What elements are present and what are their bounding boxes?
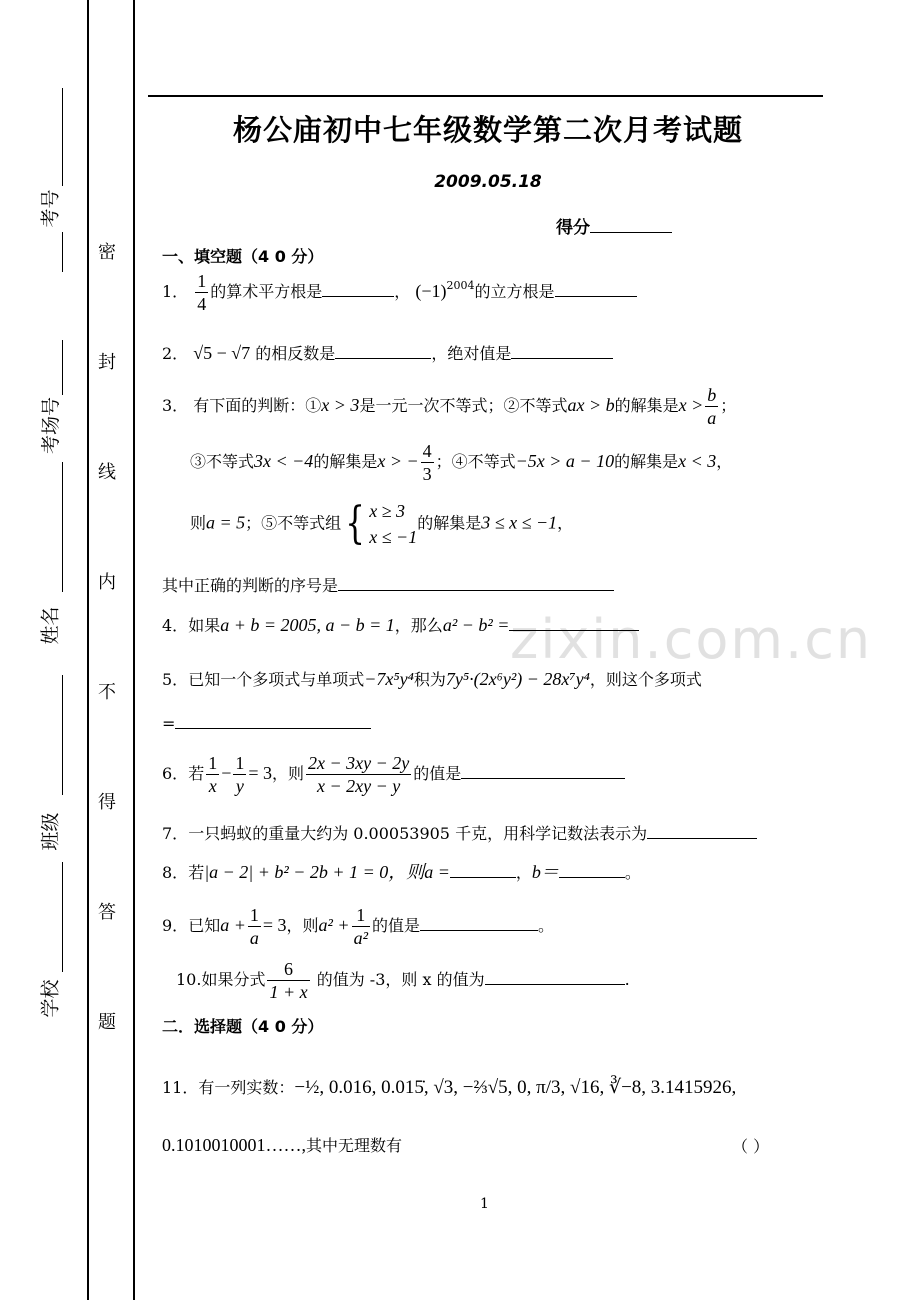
q11-number: 11．: [162, 1078, 199, 1097]
q3-brace: {: [345, 498, 365, 549]
q1-text-1: 的算术平方根是: [210, 282, 323, 301]
name-line: [62, 675, 63, 795]
q3-l1e: 的解集是: [614, 396, 679, 415]
q3-l1b: x > 3: [321, 395, 360, 415]
question-5: [162, 670, 702, 688]
q5-product: 7y⁵·(2x⁶y²) − 28x⁷y⁴: [445, 669, 590, 689]
q3-l3a: 则: [190, 513, 207, 533]
q9-expression-2: a² +: [318, 915, 350, 935]
question-3-line-4: [162, 574, 614, 594]
q2-text-2: ，绝对值是: [431, 344, 512, 363]
q2-text-1: 的相反数是: [255, 344, 336, 363]
question-10: [176, 958, 630, 1003]
question-2: [162, 342, 613, 362]
q5-text-3: ，则这个多项式: [589, 670, 702, 689]
q11-text-2: 其中无理数有: [306, 1136, 403, 1155]
q5-blank[interactable]: [175, 712, 371, 729]
watermark: zixin.com.cn: [510, 608, 873, 671]
q8-expression: |a − 2| + b² − 2b + 1 = 0，则a =: [204, 862, 450, 882]
question-5-answer: [162, 712, 371, 732]
q3-l2i: ，: [716, 452, 733, 471]
q9-text-4: 。: [538, 916, 555, 935]
question-4: [162, 614, 639, 634]
class-line: [62, 862, 63, 972]
question-8: [162, 861, 641, 881]
q8-b-label: b＝: [531, 862, 559, 882]
seal-char-7: 答: [98, 902, 116, 923]
q1-exponent: 2004: [446, 279, 475, 292]
seal-char-8: 题: [98, 1012, 116, 1033]
q3-l1f: x >: [678, 395, 704, 415]
q3-l2f: −5x > a − 10: [515, 451, 615, 471]
q4-text-1: 如果: [188, 616, 221, 635]
q5-monomial: −7x⁵y⁴: [364, 669, 414, 689]
q7-blank[interactable]: [647, 822, 757, 839]
q10-number: 10.: [176, 970, 202, 989]
q4-number: 4．: [162, 616, 189, 635]
q6-fraction-1y: $\frac{1}{y}$: [235, 753, 245, 796]
label-exam-room: 考场号: [40, 396, 63, 455]
q7-text: 一只蚂蚁的重量大约为 0.00053905 千克，用科学记数法表示为: [188, 824, 648, 843]
q8-text-1: 若: [188, 863, 205, 882]
exam-number-line-2: [62, 232, 63, 272]
q3-l2e: ；④不等式: [435, 452, 516, 471]
seal-char-2: 封: [98, 352, 116, 373]
q5-text-2: 积为: [413, 670, 446, 689]
q1-base: (−1): [415, 281, 447, 301]
q3-l4: 其中正确的判断的序号是: [162, 576, 339, 595]
q4-expression-2: a² − b² =: [442, 615, 510, 635]
q5-number: 5．: [162, 670, 189, 689]
seal-char-4: 内: [98, 572, 116, 593]
q6-text-2: ，则: [272, 764, 305, 783]
q6-fraction-main: $\frac{2x - 3xy - 2y}{x - 2xy - y}$: [308, 753, 410, 796]
q9-text-1: 已知: [188, 916, 221, 935]
q6-text-3: 的值是: [413, 764, 462, 783]
q8-text-2: ，: [515, 863, 532, 882]
q5-text-1: 已知一个多项式与单项式: [188, 670, 365, 689]
q6-equals: = 3: [248, 763, 273, 783]
q2-expression: √5 − √7: [193, 343, 251, 363]
q9-expression-1: a +: [220, 915, 246, 935]
q6-number: 6．: [162, 764, 189, 783]
q9-fraction-2: $\frac{1}{\text{a²}}$: [353, 905, 368, 948]
q3-fraction-1: $\frac{b}{a}$: [707, 385, 717, 428]
q5-equals: =: [162, 714, 176, 733]
exam-number-line: [62, 88, 63, 186]
q9-blank[interactable]: [420, 914, 538, 931]
binding-line-left: [87, 0, 89, 1300]
q4-expression: a + b = 2005, a − b = 1: [220, 615, 395, 635]
q3-l3f: ，: [557, 513, 574, 533]
q11-number-list-2: 0.1010010001……,: [162, 1135, 306, 1155]
q3-l1a: 有下面的判断：①: [193, 396, 322, 415]
q3-l3c: ；⑤不等式组: [245, 513, 342, 533]
question-7: [162, 822, 757, 842]
question-3-line-1: [162, 384, 736, 429]
q2-number: 2．: [162, 344, 189, 363]
q3-l1d: ax > b: [567, 395, 615, 415]
q3-l2h: x < 3: [678, 451, 717, 471]
question-9: [162, 904, 554, 949]
label-exam-number: 考号: [39, 189, 62, 228]
q3-fraction-2: $\frac{4}{3}$: [422, 441, 432, 484]
q6-text-1: 若: [188, 764, 205, 783]
q10-text-3: .: [624, 970, 630, 989]
label-class: 班级: [39, 812, 62, 851]
q2-blank-1[interactable]: [335, 342, 431, 359]
q1-blank-2[interactable]: [555, 280, 637, 297]
q7-number: 7．: [162, 824, 189, 843]
q3-blank[interactable]: [338, 574, 614, 591]
seal-char-6: 得: [98, 792, 116, 813]
question-11-line-1: [162, 1078, 736, 1097]
q8-blank-b[interactable]: [559, 861, 625, 878]
q1-text-2: 的立方根是: [474, 282, 555, 301]
question-3-line-3: [190, 498, 573, 550]
q9-text-2: ，则: [286, 916, 319, 935]
q6-blank[interactable]: [461, 762, 625, 779]
q8-text-4: 。: [624, 863, 641, 882]
q4-blank[interactable]: [509, 614, 639, 631]
section-multiple-choice: 二．选择题（4 0 分）: [162, 1017, 324, 1036]
q3-l2b: 3x < −4: [254, 451, 314, 471]
q3-l1g: ；: [720, 396, 737, 415]
score-blank[interactable]: [590, 216, 672, 233]
page-number: 1: [480, 1196, 489, 1212]
q11-text-1: 有一列实数：: [198, 1078, 295, 1097]
q3-l2c: 的解集是: [313, 452, 378, 471]
seal-char-3: 线: [98, 462, 116, 483]
q9-number: 9．: [162, 916, 189, 935]
header-rule: [148, 95, 823, 97]
q10-text-1: 如果分式: [201, 970, 266, 989]
page-title: 杨公庙初中七年级数学第二次月考试题: [232, 113, 743, 147]
binding-line-right: [133, 0, 135, 1300]
score-field: [556, 213, 672, 238]
q9-equals: = 3: [262, 915, 287, 935]
q9-text-3: 的值是: [371, 916, 420, 935]
q10-text-2: 的值为 -3，则 x 的值为: [316, 970, 485, 989]
q3-system: x ≥ 3 x ≤ −1: [369, 501, 418, 547]
q6-fraction-1x: $\frac{1}{x}$: [208, 753, 218, 796]
q3-l3b: a = 5: [206, 512, 246, 533]
q8-blank-a[interactable]: [450, 861, 516, 878]
q10-blank[interactable]: [485, 968, 625, 985]
label-school: 学校: [39, 979, 62, 1018]
label-name: 姓名: [39, 606, 62, 645]
q10-fraction: $\frac{6}{1 + x}$: [269, 959, 308, 1002]
question-3-line-2: [190, 440, 732, 485]
q3-l3d: 的解集是: [417, 513, 482, 533]
q3-l3e: 3 ≤ x ≤ −1: [481, 512, 558, 533]
score-label: 得分: [556, 218, 590, 238]
q3-l2d: x > −: [377, 451, 419, 471]
q9-fraction-1: $\frac{1}{a}$: [249, 905, 259, 948]
q3-number: 3．: [162, 396, 189, 415]
exam-date: 2009.05.18: [434, 172, 542, 192]
seal-char-5: 不: [98, 682, 116, 703]
seal-char-1: 密: [98, 242, 116, 263]
q11-answer-paren[interactable]: （ ）: [732, 1137, 770, 1156]
question-11-line-2: [162, 1136, 402, 1154]
q3-l1c: 是一元一次不等式；②不等式: [359, 396, 568, 415]
q1-number: 1．: [162, 282, 189, 301]
q3-l2a: ③不等式: [190, 452, 255, 471]
exam-room-line-2: [62, 462, 63, 592]
q1-fraction: $\frac{1}{4}$: [197, 271, 207, 314]
section-fill-in: 一、填空题（4 0 分）: [162, 247, 324, 266]
exam-room-line: [62, 340, 63, 395]
q2-blank-2[interactable]: [511, 342, 613, 359]
q4-text-2: ，那么: [394, 616, 443, 635]
question-6: 6．若 $\frac{1}{x}$ − $\frac{1}{y}$ = 3，则 $\frac{2x - 3xy - 2y}{x - 2xy - y}$ 的值是: [162, 752, 625, 797]
question-1: [162, 270, 637, 315]
q1-blank-1[interactable]: [322, 280, 394, 297]
q11-number-list: −½, 0.016, 0.015̇, √3, −⅔√5, 0, π/3, √16, ∛−8, 3.1415926,: [294, 1077, 737, 1098]
q8-number: 8．: [162, 863, 189, 882]
q1-sep: ，: [394, 282, 411, 301]
q3-l2g: 的解集是: [614, 452, 679, 471]
